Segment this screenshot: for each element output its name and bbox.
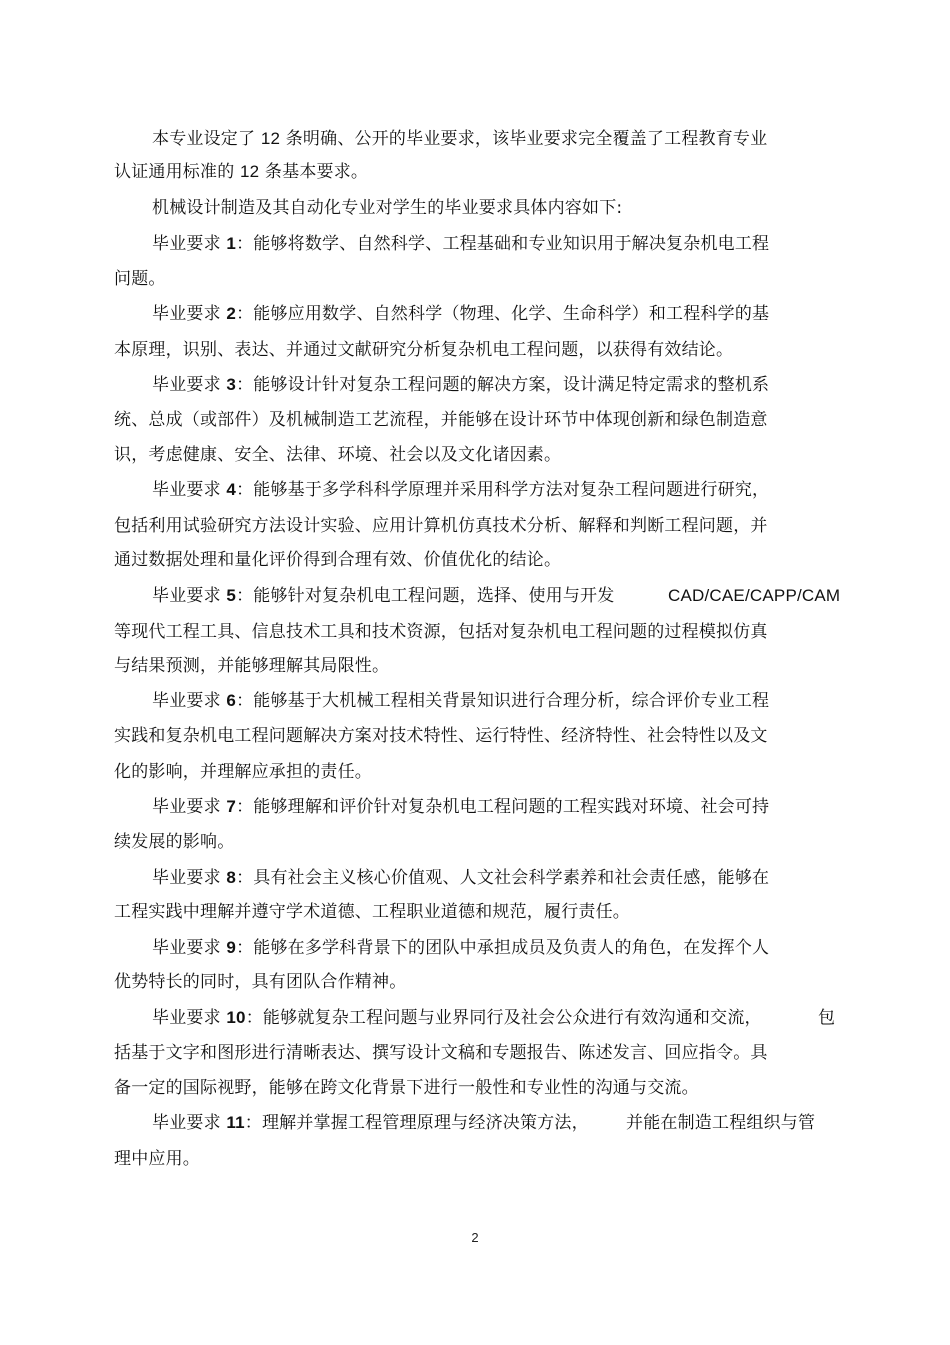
requirement-label: 毕业要求	[152, 797, 227, 817]
requirement-number: 6	[226, 691, 237, 710]
intro-text: 条明确、公开的毕业要求，该毕业要求完全覆盖了工程教育专业	[280, 129, 768, 149]
requirement-number: 4	[226, 480, 237, 499]
requirement-label: 毕业要求	[152, 1008, 227, 1028]
requirement-11-line-2: 理中应用。	[114, 1149, 200, 1169]
requirement-10-line-3: 备一定的国际视野，能够在跨文化背景下进行一般性和专业性的沟通与交流。	[114, 1078, 699, 1098]
requirement-2-line-2: 本原理，识别、表达、并通过文献研究分析复杂机电工程问题，以获得有效结论。	[114, 340, 734, 360]
requirement-label: 毕业要求	[152, 938, 227, 958]
requirement-8-line-1	[152, 867, 769, 889]
requirement-label: 毕业要求	[152, 480, 227, 500]
requirement-7-line-2: 续发展的影响。	[114, 832, 235, 852]
requirement-number: 9	[226, 938, 237, 957]
intro-text: 条基本要求。	[259, 162, 369, 182]
requirement-text: ：能够在多学科背景下的团队中承担成员及负责人的角色，在发挥个人	[236, 938, 770, 958]
requirement-8-line-2: 工程实践中理解并遵守学术道德、工程职业道德和规范，履行责任。	[114, 902, 630, 922]
requirement-1-line-1	[152, 233, 769, 255]
requirement-text: ：能够基于大机械工程相关背景知识进行合理分析，综合评价专业工程	[236, 691, 770, 711]
requirement-label: 毕业要求	[152, 234, 227, 254]
requirement-11-line-1-tail: 并能在制造工程组织与管	[626, 1113, 816, 1133]
requirement-6-line-2: 实践和复杂机电工程问题解决方案对技术特性、运行特性、经济特性、社会特性以及文	[114, 726, 768, 746]
requirement-text: ：能够针对复杂机电工程问题，选择、使用与开发	[236, 586, 615, 606]
requirement-text: ：能够设计针对复杂工程问题的解决方案，设计满足特定需求的整机系	[236, 375, 770, 395]
requirement-number: 8	[226, 868, 237, 887]
requirement-label: 毕业要求	[152, 868, 227, 888]
requirement-label: 毕业要求	[152, 586, 227, 606]
requirement-text: ：能够将数学、自然科学、工程基础和专业知识用于解决复杂机电工程	[236, 234, 770, 254]
requirement-text: ：能够理解和评价针对复杂机电工程问题的工程实践对环境、社会可持	[236, 797, 770, 817]
requirement-9-line-2: 优势特长的同时，具有团队合作精神。	[114, 972, 407, 992]
requirement-3-line-1	[152, 374, 769, 396]
requirement-4-line-3: 通过数据处理和量化评价得到合理有效、价值优化的结论。	[114, 550, 562, 570]
intro-line-3: 机械设计制造及其自动化专业对学生的毕业要求具体内容如下:	[152, 198, 623, 218]
requirement-number: 1	[226, 234, 237, 253]
requirement-label: 毕业要求	[152, 691, 227, 711]
requirement-text: ：能够基于多学科科学原理并采用科学方法对复杂工程问题进行研究，	[236, 480, 770, 500]
requirement-label: 毕业要求	[152, 1113, 227, 1133]
requirement-9-line-1	[152, 937, 769, 959]
requirement-text: ：能够应用数学、自然科学（物理、化学、生命科学）和工程科学的基	[236, 304, 770, 324]
requirement-10-line-2: 括基于文字和图形进行清晰表达、撰写设计文稿和专题报告、陈述发言、回应指令。具	[114, 1043, 768, 1063]
requirement-number: 7	[226, 797, 237, 816]
requirement-label: 毕业要求	[152, 304, 227, 324]
requirement-number: 3	[226, 375, 237, 394]
requirement-number: 10	[226, 1008, 246, 1027]
requirement-11-line-1	[152, 1112, 589, 1134]
requirement-5-line-1	[152, 585, 614, 607]
requirement-label: 毕业要求	[152, 375, 227, 395]
requirement-text: ：能够就复杂工程问题与业界同行及社会公众进行有效沟通和交流，	[245, 1008, 762, 1028]
requirement-1-line-2: 问题。	[114, 269, 166, 289]
page-number: 2	[471, 1230, 479, 1245]
requirement-4-line-2: 包括利用试验研究方法设计实验、应用计算机仿真技术分析、解释和判断工程问题，并	[114, 516, 768, 536]
requirement-number: 11	[226, 1113, 245, 1132]
requirement-number: 2	[226, 304, 237, 323]
requirement-5-tools-text: CAD/CAE/CAPP/CAM	[668, 586, 841, 605]
intro-line-2	[114, 161, 368, 183]
requirement-5-line-3: 与结果预测，并能够理解其局限性。	[114, 656, 390, 676]
intro-number: 12	[260, 129, 281, 148]
requirement-3-line-3: 识，考虑健康、安全、法律、环境、社会以及文化诸因素。	[114, 445, 562, 465]
intro-text: 认证通用标准的	[114, 162, 241, 182]
requirement-7-line-1	[152, 796, 769, 818]
intro-text: 本专业设定了	[152, 129, 261, 149]
requirement-2-line-1	[152, 303, 769, 325]
intro-line-1	[152, 128, 767, 150]
requirement-text: ：具有社会主义核心价值观、人文社会科学素养和社会责任感，能够在	[236, 868, 770, 888]
requirement-text: ：理解并掌握工程管理原理与经济决策方法，	[244, 1113, 589, 1133]
requirement-3-line-2: 统、总成（或部件）及机械制造工艺流程，并能够在设计环节中体现创新和绿色制造意	[114, 410, 768, 430]
requirement-10-line-1	[152, 1007, 762, 1029]
intro-number: 12	[240, 162, 260, 181]
requirement-number: 5	[226, 586, 237, 605]
requirement-4-line-1	[152, 479, 769, 501]
requirement-6-line-1	[152, 690, 769, 712]
requirement-10-line-1-tail: 包	[818, 1008, 836, 1028]
requirement-6-line-3: 化的影响，并理解应承担的责任。	[114, 762, 372, 782]
requirement-5-line-2: 等现代工程工具、信息技术工具和技术资源，包括对复杂机电工程问题的过程模拟仿真	[114, 622, 768, 642]
